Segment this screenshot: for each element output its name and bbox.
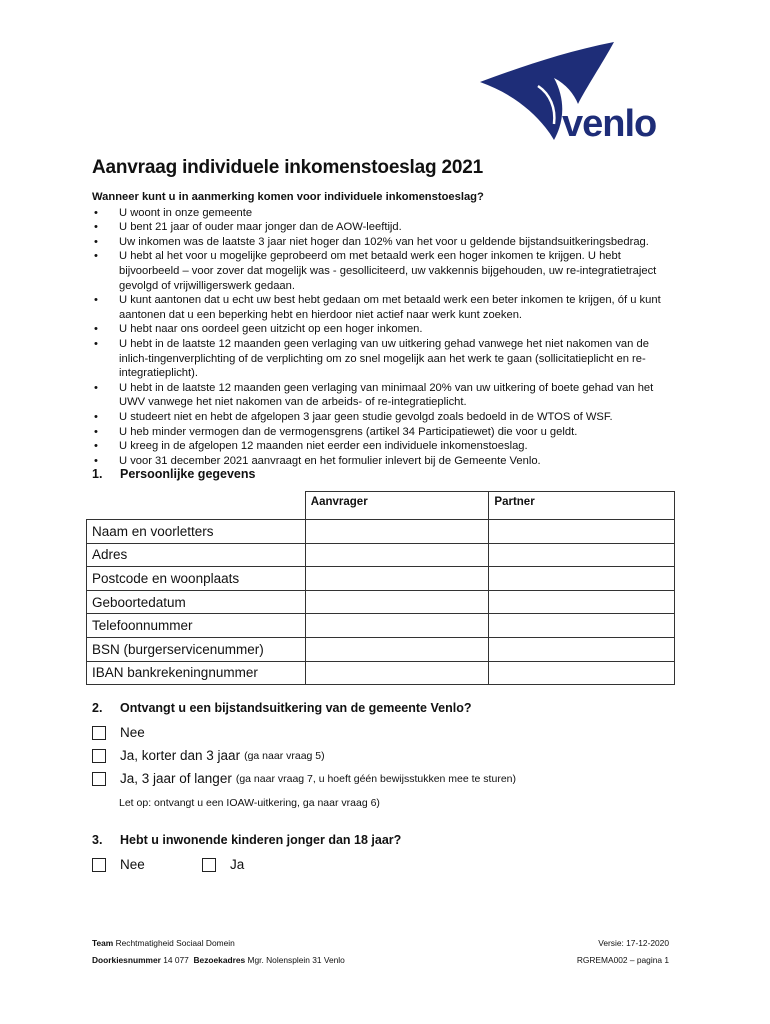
option-children-ja[interactable] (202, 857, 244, 872)
partner-input-cell[interactable] (489, 614, 675, 638)
list-item: • U hebt in de laatste 12 maanden geen verlaging van minimaal 20% van uw uitkering of boete gehad van het UWV vanwege het niet nakomen van de arbeids- of re-integratieplicht. (92, 381, 677, 410)
checkbox[interactable] (202, 858, 216, 872)
list-item: • U hebt al het voor u mogelijke geprobeerd om met betaald werk een hoger inkomen te krijgen. U hebt bijvoorbeeld – voor zover dat mogelijk was - gesolliciteerd, uw vakkennis bijgehouden, uw re-integratietraject gevolgd of vrijwilligerswerk gedaan. (92, 249, 677, 293)
option-label: Nee (120, 857, 145, 872)
partner-input-cell[interactable] (489, 520, 675, 544)
checkbox[interactable] (92, 749, 106, 763)
partner-input-cell[interactable] (489, 590, 675, 614)
footer-phone-label: Doorkiesnummer (92, 955, 161, 965)
eligibility-list (92, 206, 677, 469)
list-item: • U hebt naar ons oordeel geen uitzicht op een hoger inkomen. (92, 322, 677, 337)
personal-details-table (86, 491, 675, 685)
applicant-input-cell[interactable] (305, 637, 489, 661)
section-number: 2. (92, 701, 103, 715)
section-2-heading (92, 701, 471, 715)
venlo-logo (478, 40, 662, 144)
option-ja-langer[interactable] (92, 771, 516, 786)
option-label: Nee (120, 725, 145, 740)
partner-input-cell[interactable] (489, 661, 675, 685)
header-blank-cell (87, 492, 306, 520)
row-label: Geboortedatum (87, 590, 306, 614)
table-row (87, 661, 675, 685)
row-label: Naam en voorletters (87, 520, 306, 544)
section-title: Ontvangt u een bijstandsuitkering van de gemeente Venlo? (120, 701, 472, 715)
footer-version: Versie: 17-12-2020 (598, 938, 669, 948)
list-item: • U woont in onze gemeente (92, 206, 677, 221)
list-item: • Uw inkomen was de laatste 3 jaar niet hoger dan 102% van het voor u geldende bijstandsuitkeringsbedrag. (92, 235, 677, 250)
section-title: Persoonlijke gegevens (120, 467, 256, 481)
section-number: 1. (92, 467, 103, 481)
table-row (87, 543, 675, 567)
logo-text: venlo (562, 103, 657, 144)
checkbox[interactable] (92, 772, 106, 786)
applicant-input-cell[interactable] (305, 590, 489, 614)
list-item: • U kreeg in de afgelopen 12 maanden niet eerder een individuele inkomenstoeslag. (92, 439, 677, 454)
footer-team-label: Team (92, 938, 114, 948)
eligibility-question: Wanneer kunt u in aanmerking komen voor individuele inkomenstoeslag? (92, 191, 484, 203)
table-row (87, 567, 675, 591)
option-children-nee[interactable] (92, 857, 145, 872)
option-hint: (ga naar vraag 7, u hoeft géén bewijsstukken mee te sturen) (235, 772, 516, 785)
row-label: Adres (87, 543, 306, 567)
table-row (87, 614, 675, 638)
row-label: BSN (burgerservicenummer) (87, 637, 306, 661)
option-ja-korter[interactable] (92, 748, 325, 763)
checkbox[interactable] (92, 858, 106, 872)
footer-line-2 (92, 955, 669, 965)
section-1-heading (92, 467, 255, 481)
applicant-input-cell[interactable] (305, 520, 489, 544)
applicant-input-cell[interactable] (305, 543, 489, 567)
section-3-heading (92, 833, 401, 847)
section-number: 3. (92, 833, 103, 847)
ioaw-note: Let op: ontvangt u een IOAW-uitkering, ga naar vraag 6) (119, 797, 380, 809)
list-item: • U kunt aantonen dat u echt uw best hebt gedaan om met betaald werk een beter inkomen te krijgen, óf u kunt aantonen dat u een beperking hebt en hierdoor niet actief naar werk kunt zoeken. (92, 293, 677, 322)
partner-input-cell[interactable] (489, 567, 675, 591)
page-title: Aanvraag individuele inkomenstoeslag 2021 (92, 157, 483, 178)
table-row (87, 520, 675, 544)
option-nee[interactable] (92, 725, 145, 740)
option-label: Ja, 3 jaar of langer (120, 771, 232, 786)
footer-address-label: Bezoekadres (193, 955, 246, 965)
option-label: Ja (230, 857, 245, 872)
partner-input-cell[interactable] (489, 543, 675, 567)
applicant-input-cell[interactable] (305, 567, 489, 591)
column-header-partner: Partner (489, 492, 675, 520)
list-item: • U bent 21 jaar of ouder maar jonger dan de AOW-leeftijd. (92, 220, 677, 235)
applicant-input-cell[interactable] (305, 614, 489, 638)
table-header-row (87, 492, 675, 520)
footer-line-1 (92, 938, 669, 948)
list-item: • U heb minder vermogen dan de vermogensgrens (artikel 34 Participatiewet) die voor u geldt. (92, 425, 677, 440)
footer-address-value: Mgr. Nolensplein 31 Venlo (247, 955, 345, 965)
table-row (87, 637, 675, 661)
table-row (87, 590, 675, 614)
row-label: Telefoonnummer (87, 614, 306, 638)
list-item: • U hebt in de laatste 12 maanden geen verlaging van uw uitkering gehad vanwege het niet nakomen van de inlich-tingenverplichting of de verplichting om zo snel mogelijk aan het werk te gaan (sollicitatieplicht en re-integratieplicht). (92, 337, 677, 381)
list-item: • U studeert niet en hebt de afgelopen 3 jaar geen studie gevolgd zoals bedoeld in de WTOS of WSF. (92, 410, 677, 425)
eligibility-intro (92, 190, 677, 468)
row-label: IBAN bankrekeningnummer (87, 661, 306, 685)
footer-phone-value: 14 077 (163, 955, 189, 965)
partner-input-cell[interactable] (489, 637, 675, 661)
section-title: Hebt u inwonende kinderen jonger dan 18 jaar? (120, 833, 402, 847)
footer-team-value: Rechtmatigheid Sociaal Domein (115, 938, 235, 948)
checkbox[interactable] (92, 726, 106, 740)
footer-doc-code: RGREMA002 – pagina 1 (576, 955, 669, 965)
option-label: Ja, korter dan 3 jaar (120, 748, 241, 763)
column-header-applicant: Aanvrager (305, 492, 489, 520)
list-item: • U voor 31 december 2021 aanvraagt en het formulier inlevert bij de Gemeente Venlo. (92, 454, 677, 469)
row-label: Postcode en woonplaats (87, 567, 306, 591)
applicant-input-cell[interactable] (305, 661, 489, 685)
option-hint: (ga naar vraag 5) (244, 749, 325, 762)
